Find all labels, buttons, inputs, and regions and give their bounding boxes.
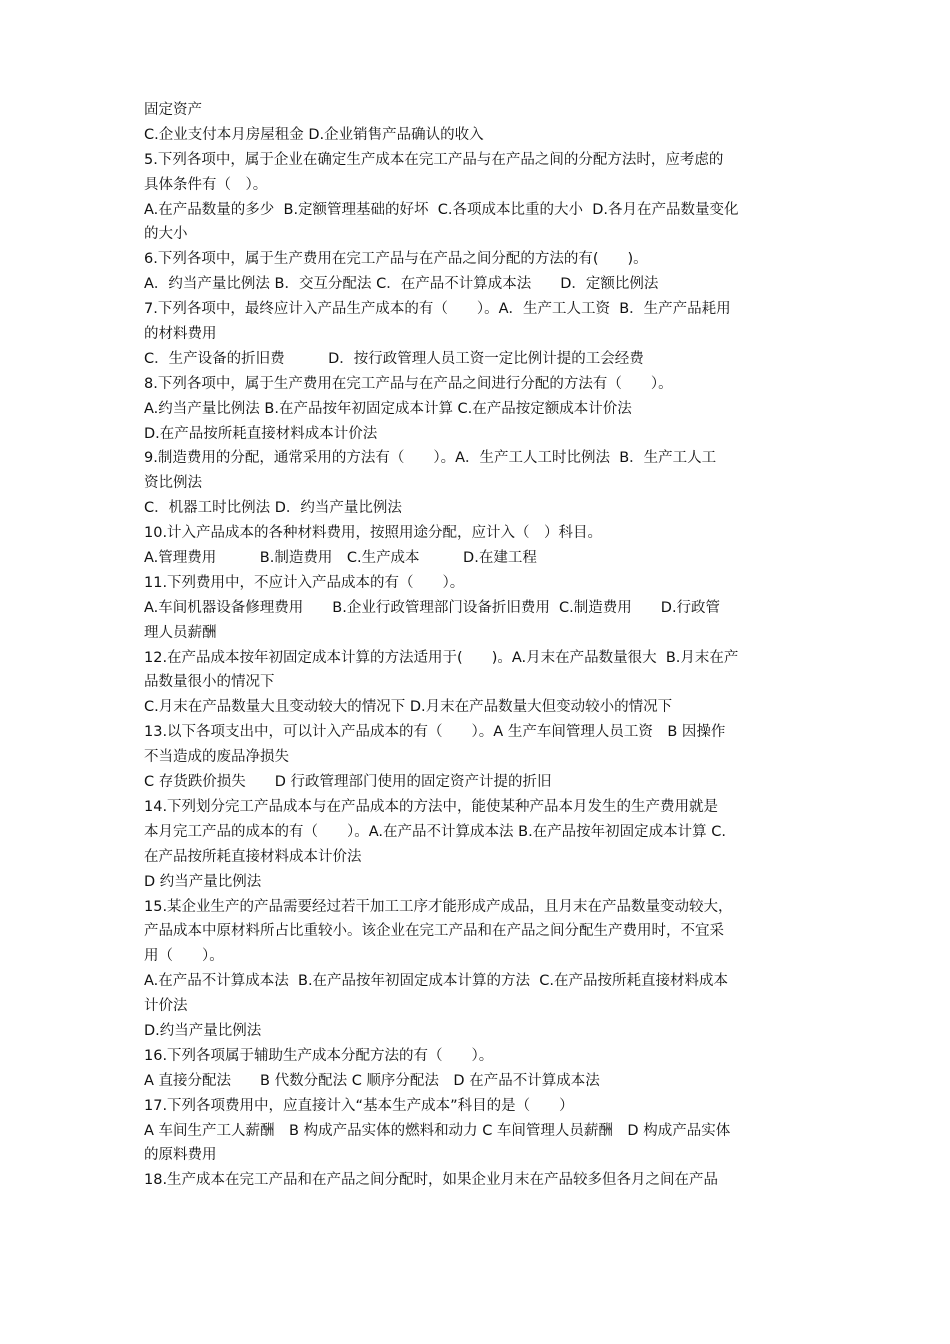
text-line: 18.生产成本在完工产品和在产品之间分配时，如果企业月末在产品较多但各月之间在产品 [144,1172,719,1189]
text-line: 的大小 [144,226,188,243]
text-line: 具体条件有（ ）。 [144,176,268,193]
text-line: 不当造成的废品净损失 [144,749,289,766]
text-line: C．机器工时比例法 D．约当产量比例法 [144,500,402,517]
text-line: 7.下列各项中，最终应计入产品生产成本的有（ ）。A．生产工人工资 B．生产产品耗用 [144,301,731,318]
text-line: 计价法 [144,998,188,1015]
text-line: D.在产品按所耗直接材料成本计价法 [144,425,378,442]
text-line: 资比例法 [144,475,202,492]
text-line: 9.制造费用的分配，通常采用的方法有（ ）。A．生产工人工时比例法 B．生产工人工 [144,450,717,467]
text-line: 10.计入产品成本的各种材料费用，按照用途分配，应计入（ ）科目。 [144,525,603,542]
text-line: A.管理费用 B.制造费用 C.生产成本 D.在建工程 [144,550,537,567]
text-line: D.约当产量比例法 [144,1022,262,1039]
text-line: 本月完工产品的成本的有（ ）。A.在产品不计算成本法 B.在产品按年初固定成本计算 C. [144,823,727,840]
text-line: C．生产设备的折旧费 D．按行政管理人员工资一定比例计提的工会经费 [144,350,644,367]
text-line: 的原料费用 [144,1147,217,1164]
text-line: A.在产品不计算成本法 B.在产品按年初固定成本计算的方法 C.在产品按所耗直接材料成本 [144,973,728,990]
text-line: 8.下列各项中，属于生产费用在完工产品与在产品之间进行分配的方法有（ ）。 [144,375,673,392]
text-line: 14.下列划分完工产品成本与在产品成本的方法中，能使某种产品本月发生的生产费用就是 [144,798,719,815]
text-line: A 车间生产工人薪酬 B 构成产品实体的燃料和动力 C 车间管理人员薪酬 D 构成产品实体 [144,1122,731,1139]
text-line: 固定资产 [144,102,202,118]
text-line: 的材料费用 [144,326,217,343]
text-line: 13.以下各项支出中，可以计入产品成本的有（ ）。A 生产车间管理人员工资 B 因操作 [144,724,726,741]
text-line: 在产品按所耗直接材料成本计价法 [144,848,362,865]
text-line: 5.下列各项中，属于企业在确定生产成本在完工产品与在产品之间的分配方法时，应考虑的 [144,151,724,168]
text-line: 产品成本中原材料所占比重较小。该企业在完工产品和在产品之间分配生产费用时，不宜采 [144,923,724,940]
text-line: A.约当产量比例法 B.在产品按年初固定成本计算 C.在产品按定额成本计价法 [144,400,632,417]
text-line: 品数量很小的情况下 [144,674,275,691]
text-line: C 存货跌价损失 D 行政管理部门使用的固定资产计提的折旧 [144,774,552,791]
text-line: 12.在产品成本按年初固定成本计算的方法适用于( )。A.月末在产品数量很大 B.月末在产 [144,649,739,666]
text-line: C.企业支付本月房屋租金 D.企业销售产品确认的收入 [144,126,484,143]
text-line: 15.某企业生产的产品需要经过若干加工工序才能形成产成品，且月末在产品数量变动较大， [144,898,733,915]
text-line: 用（ ）。 [144,948,224,965]
text-line: A 直接分配法 B 代数分配法 C 顺序分配法 D 在产品不计算成本法 [144,1072,600,1089]
text-line: 理人员薪酬 [144,624,217,641]
text-line: C.月末在产品数量大且变动较大的情况下 D.月末在产品数量大但变动较小的情况下 [144,699,673,716]
text-line: 16.下列各项属于辅助生产成本分配方法的有（ ）。 [144,1047,494,1064]
text-line: A.车间机器设备修理费用 B.企业行政管理部门设备折旧费用 C.制造费用 D.行政管 [144,599,721,616]
document-body [144,98,816,1193]
text-line: D 约当产量比例法 [144,873,262,890]
text-line: 6.下列各项中，属于生产费用在完工产品与在产品之间分配的方法的有( )。 [144,251,648,268]
text-line: 11.下列费用中，不应计入产品成本的有（ ）。 [144,574,465,591]
text-line: 17.下列各项费用中，应直接计入“基本生产成本”科目的是（ ） [144,1097,574,1114]
text-line: A.在产品数量的多少 B.定额管理基础的好坏 C.各项成本比重的大小 D.各月在产品数量变化 [144,201,739,218]
text-line: A．约当产量比例法 B．交互分配法 C．在产品不计算成本法 D．定额比例法 [144,276,659,293]
